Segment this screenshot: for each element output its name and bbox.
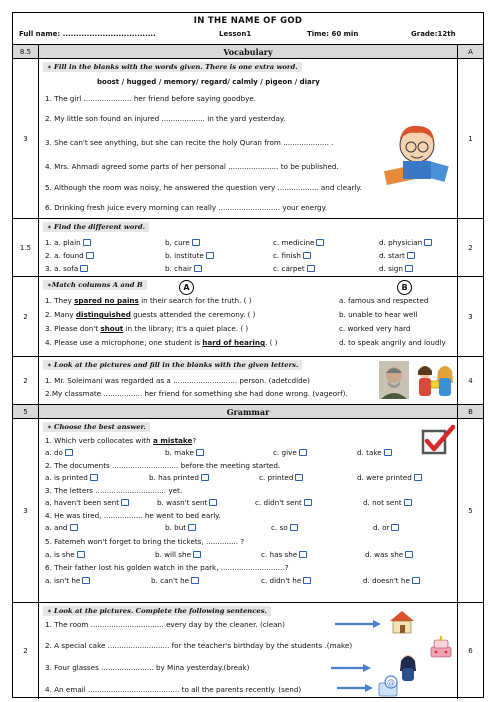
checkbox[interactable]: [191, 577, 199, 584]
exam-title: IN THE NAME OF GOD: [193, 16, 303, 26]
arrow-icon: [335, 683, 375, 693]
option-a[interactable]: a. haven't been sent: [45, 498, 129, 507]
section-number: 3: [457, 277, 483, 356]
option-c[interactable]: c. so: [271, 523, 298, 532]
question-line: 3. Four glasses ....................... by Mina yesterday.(break): [45, 663, 250, 672]
vocab-title: Vocabulary: [223, 46, 273, 57]
match-item-b: d. to speak angrily and loudly: [339, 338, 446, 347]
question-line: 2. A special cake ........................... for the teacher's birthday by the students .(make): [45, 641, 353, 650]
question-line: 4. An email ........................................ to all the parents recently. (send): [45, 685, 302, 694]
checkbox[interactable]: [384, 449, 392, 456]
question-line: 2. My little son found an injured ................... in the yard yesterday.: [45, 114, 286, 123]
reading-boy-illustration: [383, 117, 453, 187]
checkbox[interactable]: [299, 449, 307, 456]
checkbox[interactable]: [188, 524, 196, 531]
checkbox[interactable]: [80, 265, 88, 272]
option-c[interactable]: c. didn't sent: [255, 498, 312, 507]
option-b[interactable]: b. chair: [165, 264, 202, 273]
grammar-title: Grammar: [226, 406, 270, 417]
option-b[interactable]: b. but: [165, 523, 196, 532]
option-b[interactable]: b. make: [165, 448, 204, 457]
vocab-part-letter: A: [457, 45, 483, 58]
option-c[interactable]: c. printed: [259, 473, 303, 482]
option-a[interactable]: a. and: [45, 523, 78, 532]
option-b[interactable]: b. cure: [165, 238, 200, 247]
option-c[interactable]: c. didn't he: [261, 576, 311, 585]
checkbox[interactable]: [121, 499, 129, 506]
checkbox[interactable]: [201, 474, 209, 481]
grammar-part-letter: B: [457, 405, 483, 418]
option-a[interactable]: 2. a. found: [45, 251, 94, 260]
birthday-cake-illustration: [427, 635, 455, 659]
portrait-photo: [379, 361, 409, 399]
option-a[interactable]: a. do: [45, 448, 73, 457]
match-item-a: 2. Many distinguished guests attended the ceremony. ( ): [45, 310, 256, 319]
option-d[interactable]: d. sign: [379, 264, 413, 273]
checkbox[interactable]: [424, 239, 432, 246]
section-score: 2: [13, 357, 39, 404]
section-instruction: ∗ Fill in the blanks with the words given. There is one extra word.: [43, 62, 302, 72]
option-a[interactable]: 3. a. sofa: [45, 264, 88, 273]
option-b[interactable]: b. has printed: [149, 473, 209, 482]
checkbox[interactable]: [194, 265, 202, 272]
checkbox[interactable]: [206, 252, 214, 259]
arrow-icon: [333, 619, 383, 629]
option-d[interactable]: d. or: [373, 523, 399, 532]
question-line: 5. Although the room was noisy, he answered the question very .................. and clearly.: [45, 183, 362, 192]
section-instruction: ∗ Look at the pictures and fill in the blanks with the given letters.: [43, 360, 302, 370]
option-c[interactable]: c. carpet: [273, 264, 315, 273]
match-item-b: b. unable to hear well: [339, 310, 418, 319]
question-line: 4. Mrs. Ahmadi agreed some parts of her personal ...................... to be published.: [45, 162, 339, 171]
question-line: 1. The room ................................ every day by the cleaner. (clean): [45, 620, 285, 629]
exam-page: [12, 12, 484, 698]
checkbox[interactable]: [295, 474, 303, 481]
option-d[interactable]: d. doesn't he: [363, 576, 420, 585]
option-b[interactable]: b. institute: [165, 251, 214, 260]
option-b[interactable]: b. can't he: [151, 576, 199, 585]
section-best-answer: [13, 419, 483, 603]
grade-label: Grade:12th: [411, 30, 456, 38]
section-pictures-letters: [13, 357, 483, 405]
option-d[interactable]: d. start: [379, 251, 415, 260]
section-number: 2: [457, 219, 483, 276]
checkbox[interactable]: [307, 265, 315, 272]
question-line: 6. Drinking fresh juice every morning can really ........................... your energy.: [45, 203, 328, 212]
checkbox[interactable]: [303, 577, 311, 584]
section-number: 4: [457, 357, 483, 404]
section-complete-sentences: [13, 603, 483, 699]
question-line: 3. She can't see anything, but she can recite the holy Quran from .................... .: [45, 138, 334, 147]
section-match-columns: [13, 277, 483, 357]
word-bank: boost / hugged / memory/ regard/ calmly / pigeon / diary: [97, 78, 320, 86]
time-label: Time: 60 min: [307, 30, 359, 38]
checkbox[interactable]: [404, 499, 412, 506]
checkbox[interactable]: [405, 265, 413, 272]
question-line: 1. Mr. Soleimani was regarded as a ............................ person. (adetcdide): [45, 376, 310, 385]
exam-header: [13, 13, 483, 45]
checkbox[interactable]: [405, 551, 413, 558]
section-different-word: [13, 219, 483, 277]
option-a[interactable]: a. isn't he: [45, 576, 90, 585]
question-line: 1. The girl ..................... her friend before saying goodbye.: [45, 94, 257, 103]
vocabulary-band: [13, 45, 483, 59]
section-number: 6: [457, 603, 483, 699]
match-item-b: c. worked very hard: [339, 324, 411, 333]
lesson-label: Lesson1: [219, 30, 252, 38]
vocab-total-score: 8.5: [13, 45, 39, 58]
house-cleaning-illustration: [387, 609, 417, 635]
question-line: 4. He was tired, ................. he went to bed early.: [45, 511, 221, 520]
checkbox[interactable]: [414, 474, 422, 481]
checkbox[interactable]: [303, 252, 311, 259]
option-b[interactable]: b. will she: [155, 550, 201, 559]
column-b-marker: B: [397, 280, 412, 295]
question-line: 1. Which verb collocates with a mistake?: [45, 436, 197, 445]
section-score: 3: [13, 419, 39, 602]
checkbox[interactable]: [82, 577, 90, 584]
question-line: 3. The letters ............................... yet.: [45, 486, 183, 495]
checkbox[interactable]: [209, 499, 217, 506]
checkbox[interactable]: [304, 499, 312, 506]
option-c[interactable]: c. give: [273, 448, 307, 457]
column-a-marker: A: [179, 280, 194, 295]
option-d[interactable]: d. physician: [379, 238, 432, 247]
email-icon: [377, 675, 401, 697]
question-line: 5. Fatemeh won't forget to bring the tickets, .............. ?: [45, 537, 245, 546]
checkbox[interactable]: [407, 252, 415, 259]
checkbox[interactable]: [77, 551, 85, 558]
checkbox[interactable]: [70, 524, 78, 531]
grammar-band: [13, 405, 483, 419]
match-item-a: 1. They spared no pains in their search for the truth. ( ): [45, 296, 252, 305]
checkbox[interactable]: [83, 239, 91, 246]
option-b[interactable]: b. wasn't sent: [157, 498, 217, 507]
checkbox[interactable]: [316, 239, 324, 246]
svg-text:@: @: [387, 678, 395, 687]
question-line: 2.My classmate ................. her friend for something she had done wrong. (vageorf).: [45, 389, 348, 398]
section-score: 2: [13, 277, 39, 356]
checkmark-box-icon: [421, 425, 455, 455]
girls-apologizing-illustration: [413, 361, 457, 401]
checkbox[interactable]: [65, 449, 73, 456]
option-a[interactable]: a. is she: [45, 550, 85, 559]
checkbox[interactable]: [193, 551, 201, 558]
section-number: 5: [457, 419, 483, 602]
question-line: 6. Their father lost his golden watch in the park, ............................?: [45, 563, 289, 572]
section-instruction: ∗ Find the different word.: [43, 222, 149, 232]
section-score: 1.5: [13, 219, 39, 276]
match-item-a: 3. Please don't shout in the library; it's a quiet place. ( ): [45, 324, 249, 333]
checkbox[interactable]: [86, 252, 94, 259]
checkbox[interactable]: [90, 474, 98, 481]
section-score: 2: [13, 603, 39, 699]
option-a[interactable]: 1. a. plain: [45, 238, 91, 247]
checkbox[interactable]: [391, 524, 399, 531]
option-d[interactable]: d. was she: [365, 550, 413, 559]
section-instruction: ∗ Look at the pictures. Complete the following sentences.: [43, 606, 271, 616]
option-c[interactable]: c. finish: [273, 251, 311, 260]
option-c[interactable]: c. has she: [261, 550, 307, 559]
option-d[interactable]: d. take: [357, 448, 392, 457]
grammar-total-score: 5: [13, 405, 39, 418]
option-d[interactable]: d. were printed: [357, 473, 422, 482]
arrow-icon: [329, 663, 373, 673]
checkbox[interactable]: [196, 449, 204, 456]
section-instruction: ∗ Choose the best answer.: [43, 422, 150, 432]
checkbox[interactable]: [412, 577, 420, 584]
match-item-b: a. famous and respected: [339, 296, 429, 305]
checkbox[interactable]: [299, 551, 307, 558]
full-name-field[interactable]: Full name: ...................................: [19, 30, 156, 38]
option-d[interactable]: d. not sent: [363, 498, 412, 507]
section-score: 3: [13, 59, 39, 218]
checkbox[interactable]: [192, 239, 200, 246]
section-instruction: ∗Match columns A and B: [43, 280, 147, 290]
section-fill-blanks: [13, 59, 483, 219]
checkbox[interactable]: [290, 524, 298, 531]
match-item-a: 4. Please use a microphone; one student is hard of hearing. ( ): [45, 338, 278, 347]
option-a[interactable]: a. is printed: [45, 473, 98, 482]
section-number: 1: [457, 59, 483, 218]
question-line: 2. The documents ............................. before the meeting started.: [45, 461, 281, 470]
option-c[interactable]: c. medicine: [273, 238, 324, 247]
